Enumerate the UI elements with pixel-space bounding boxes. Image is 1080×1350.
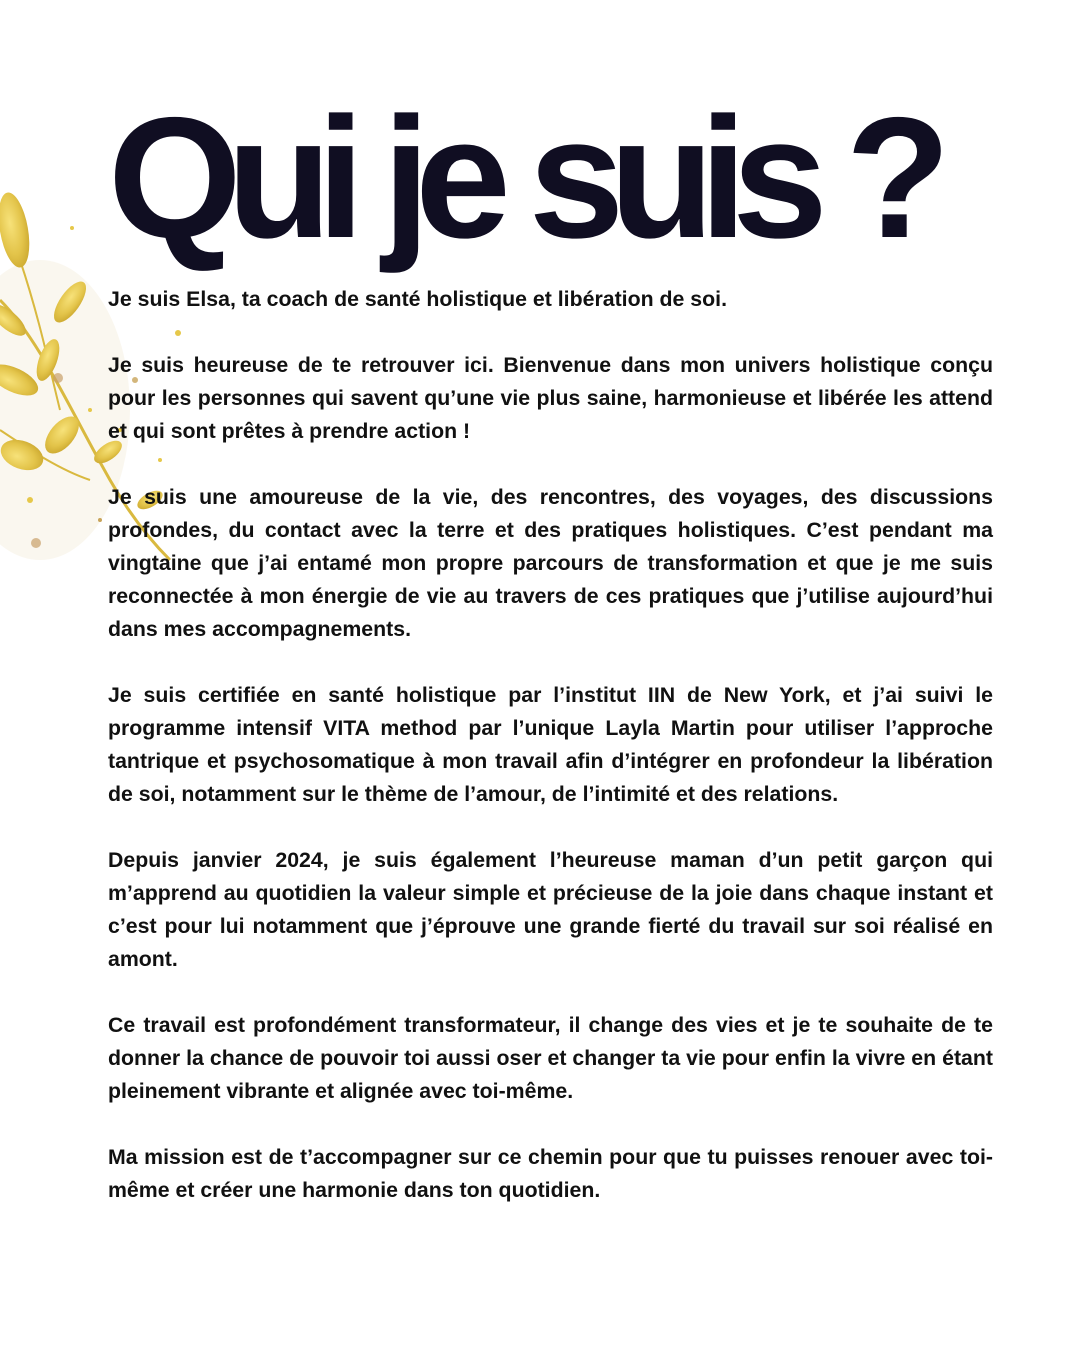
paragraph-mission: Ma mission est de t’accompagner sur ce chemin pour que tu puisses renouer avec toi-même et créer une harmonie dans ton quotidien. (108, 1145, 993, 1202)
bio-text (108, 283, 993, 1240)
paragraph-transformation: Ce travail est profondément transformateur, il change des vies et je te souhaite de te donner la chance de pouvoir toi aussi oser et changer ta vie pour enfin la vivre en étant pleinement vibrante et alignée avec toi-même. (108, 1013, 993, 1103)
paragraph-certifications: Je suis certifiée en santé holistique par l’institut IIN de New York, et j’ai suivi le programme intensif VITA method par l’unique Layla Martin pour utiliser l’approche tantrique et psychosomatique à mon travail afin d’intégrer en profondeur la libération de soi, notamment sur le thème de l’amour, de l’intimité et des relations. (108, 683, 993, 806)
paragraph-intro: Je suis Elsa, ta coach de santé holistique et libération de soi. (108, 287, 727, 311)
paragraph-family: Depuis janvier 2024, je suis également l’heureuse maman d’un petit garçon qui m’apprend au quotidien la valeur simple et précieuse de la joie dans chaque instant et c’est pour lui notamment que j’éprouve une grande fierté du travail sur soi réalisé en amont. (108, 848, 993, 971)
paragraph-passions: Je suis une amoureuse de la vie, des rencontres, des voyages, des discussions profondes, du contact avec la terre et des pratiques holistiques. C’est pendant ma vingtaine que j’ai entamé mon propre parcours de transformation et que je me suis reconnectée à mon énergie de vie au travers de ces pratiques que j’utilise aujourd’hui dans mes accompagnements. (108, 485, 993, 641)
page-title: Qui je suis ? (108, 82, 936, 274)
paragraph-welcome: Je suis heureuse de te retrouver ici. Bienvenue dans mon univers holistique conçu pour les personnes qui savent qu’une vie plus saine, harmonieuse et libérée les attend et qui sont prêtes à prendre action ! (108, 353, 993, 443)
